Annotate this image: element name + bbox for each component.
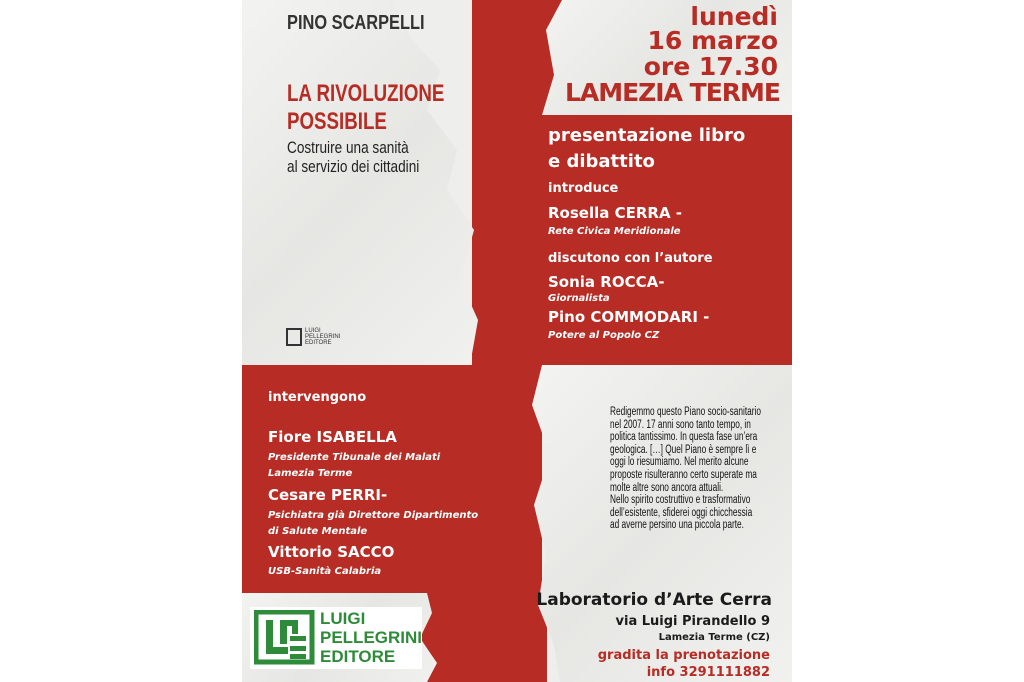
quote-line: geologica. […] Quel Piano è sempre lì e [610, 443, 757, 456]
introducer-name: Rosella CERRA - [548, 204, 682, 222]
book-subtitle-line2: al servizio dei cittadini [287, 157, 420, 176]
author-quote [610, 406, 790, 532]
discussant-role-1: Giornalista [548, 293, 610, 304]
mini-logo-line2: PELLEGRINI [305, 334, 341, 340]
publisher-logo [250, 607, 422, 669]
discussant-name-2: Pino COMMODARI - [548, 308, 710, 326]
program-heading-line1: presentazione libro [548, 125, 746, 146]
quote-line: nel 2007. 17 anni sono tanto tempo, in [610, 418, 751, 431]
mini-logo-line1: LUIGI [305, 328, 321, 334]
speaker-role-3a: USB-Sanità Calabria [268, 566, 382, 577]
event-poster [242, 0, 792, 682]
introduce-label: introduce [548, 181, 619, 196]
author-name: PINO SCARPELLI [287, 12, 425, 34]
venue-name: Laboratorio d’Arte Cerra [536, 590, 772, 610]
publisher-logo-line3: EDITORE [320, 647, 396, 666]
booking-note: gradita la prenotazione [597, 648, 770, 663]
event-date: 16 marzo [647, 26, 778, 55]
quote-line: politica tantissimo. In questa fase un’era [610, 431, 758, 444]
booking-phone: info 3291111882 [646, 665, 770, 680]
event-day: lunedì [690, 2, 778, 31]
quote-line: Nello spirito costruttivo e trasformativo [610, 494, 751, 507]
book-title-line1: LA RIVOLUZIONE [287, 80, 445, 107]
quote-line: ad averne persino una piccola parte. [610, 519, 744, 532]
speaker-role-1a: Presidente Tibunale dei Malati [268, 452, 441, 463]
book-publisher-logo [286, 328, 346, 348]
speaker-role-2b: di Salute Mentale [268, 526, 368, 537]
speaker-role-1b: Lamezia Terme [268, 468, 353, 479]
venue-city: Lamezia Terme (CZ) [658, 632, 770, 643]
quote-line: molte altre sono ancora attuali. [610, 481, 724, 494]
program-heading-line2: e dibattito [548, 151, 655, 172]
event-city: LAMEZIA TERME [564, 78, 780, 107]
speakers-label: intervengono [268, 390, 367, 405]
lpe-monogram-icon [254, 610, 316, 666]
event-time: ore 17.30 [643, 52, 778, 81]
lpe-mini-icon [286, 328, 302, 346]
quote-line: proposte risulteranno certo superate ma [610, 468, 757, 481]
mini-logo-line3: EDITORE [305, 340, 332, 346]
book-subtitle-line1: Costruire una sanità [287, 138, 409, 157]
introducer-role: Rete Civica Meridionale [548, 226, 681, 237]
publisher-logo-line2: PELLEGRINI [320, 628, 423, 647]
speaker-role-2a: Psichiatra già Direttore Dipartimento [268, 510, 479, 521]
speaker-name-1: Fiore ISABELLA [268, 428, 397, 446]
quote-line: oggi lo riesumiamo. Nel merito alcune [610, 456, 749, 469]
quote-line: dell’esistente, sfiderei oggi chicchessia [610, 506, 753, 519]
discussant-name-1: Sonia ROCCA- [548, 273, 665, 291]
bottom-red-strip [417, 593, 547, 682]
speaker-name-3: Vittorio SACCO [268, 543, 395, 561]
top-left-paper [242, 0, 492, 365]
discuss-label: discutono con l’autore [548, 251, 713, 266]
discussant-role-2: Potere al Popolo CZ [548, 330, 660, 341]
quote-line: Redigemmo questo Piano socio-sanitario [610, 406, 761, 418]
publisher-logo-line1: LUIGI [320, 609, 366, 628]
book-title-line2: POSSIBILE [287, 108, 387, 135]
venue-street: via Luigi Pirandello 9 [615, 614, 770, 629]
speaker-name-2: Cesare PERRI- [268, 486, 388, 504]
